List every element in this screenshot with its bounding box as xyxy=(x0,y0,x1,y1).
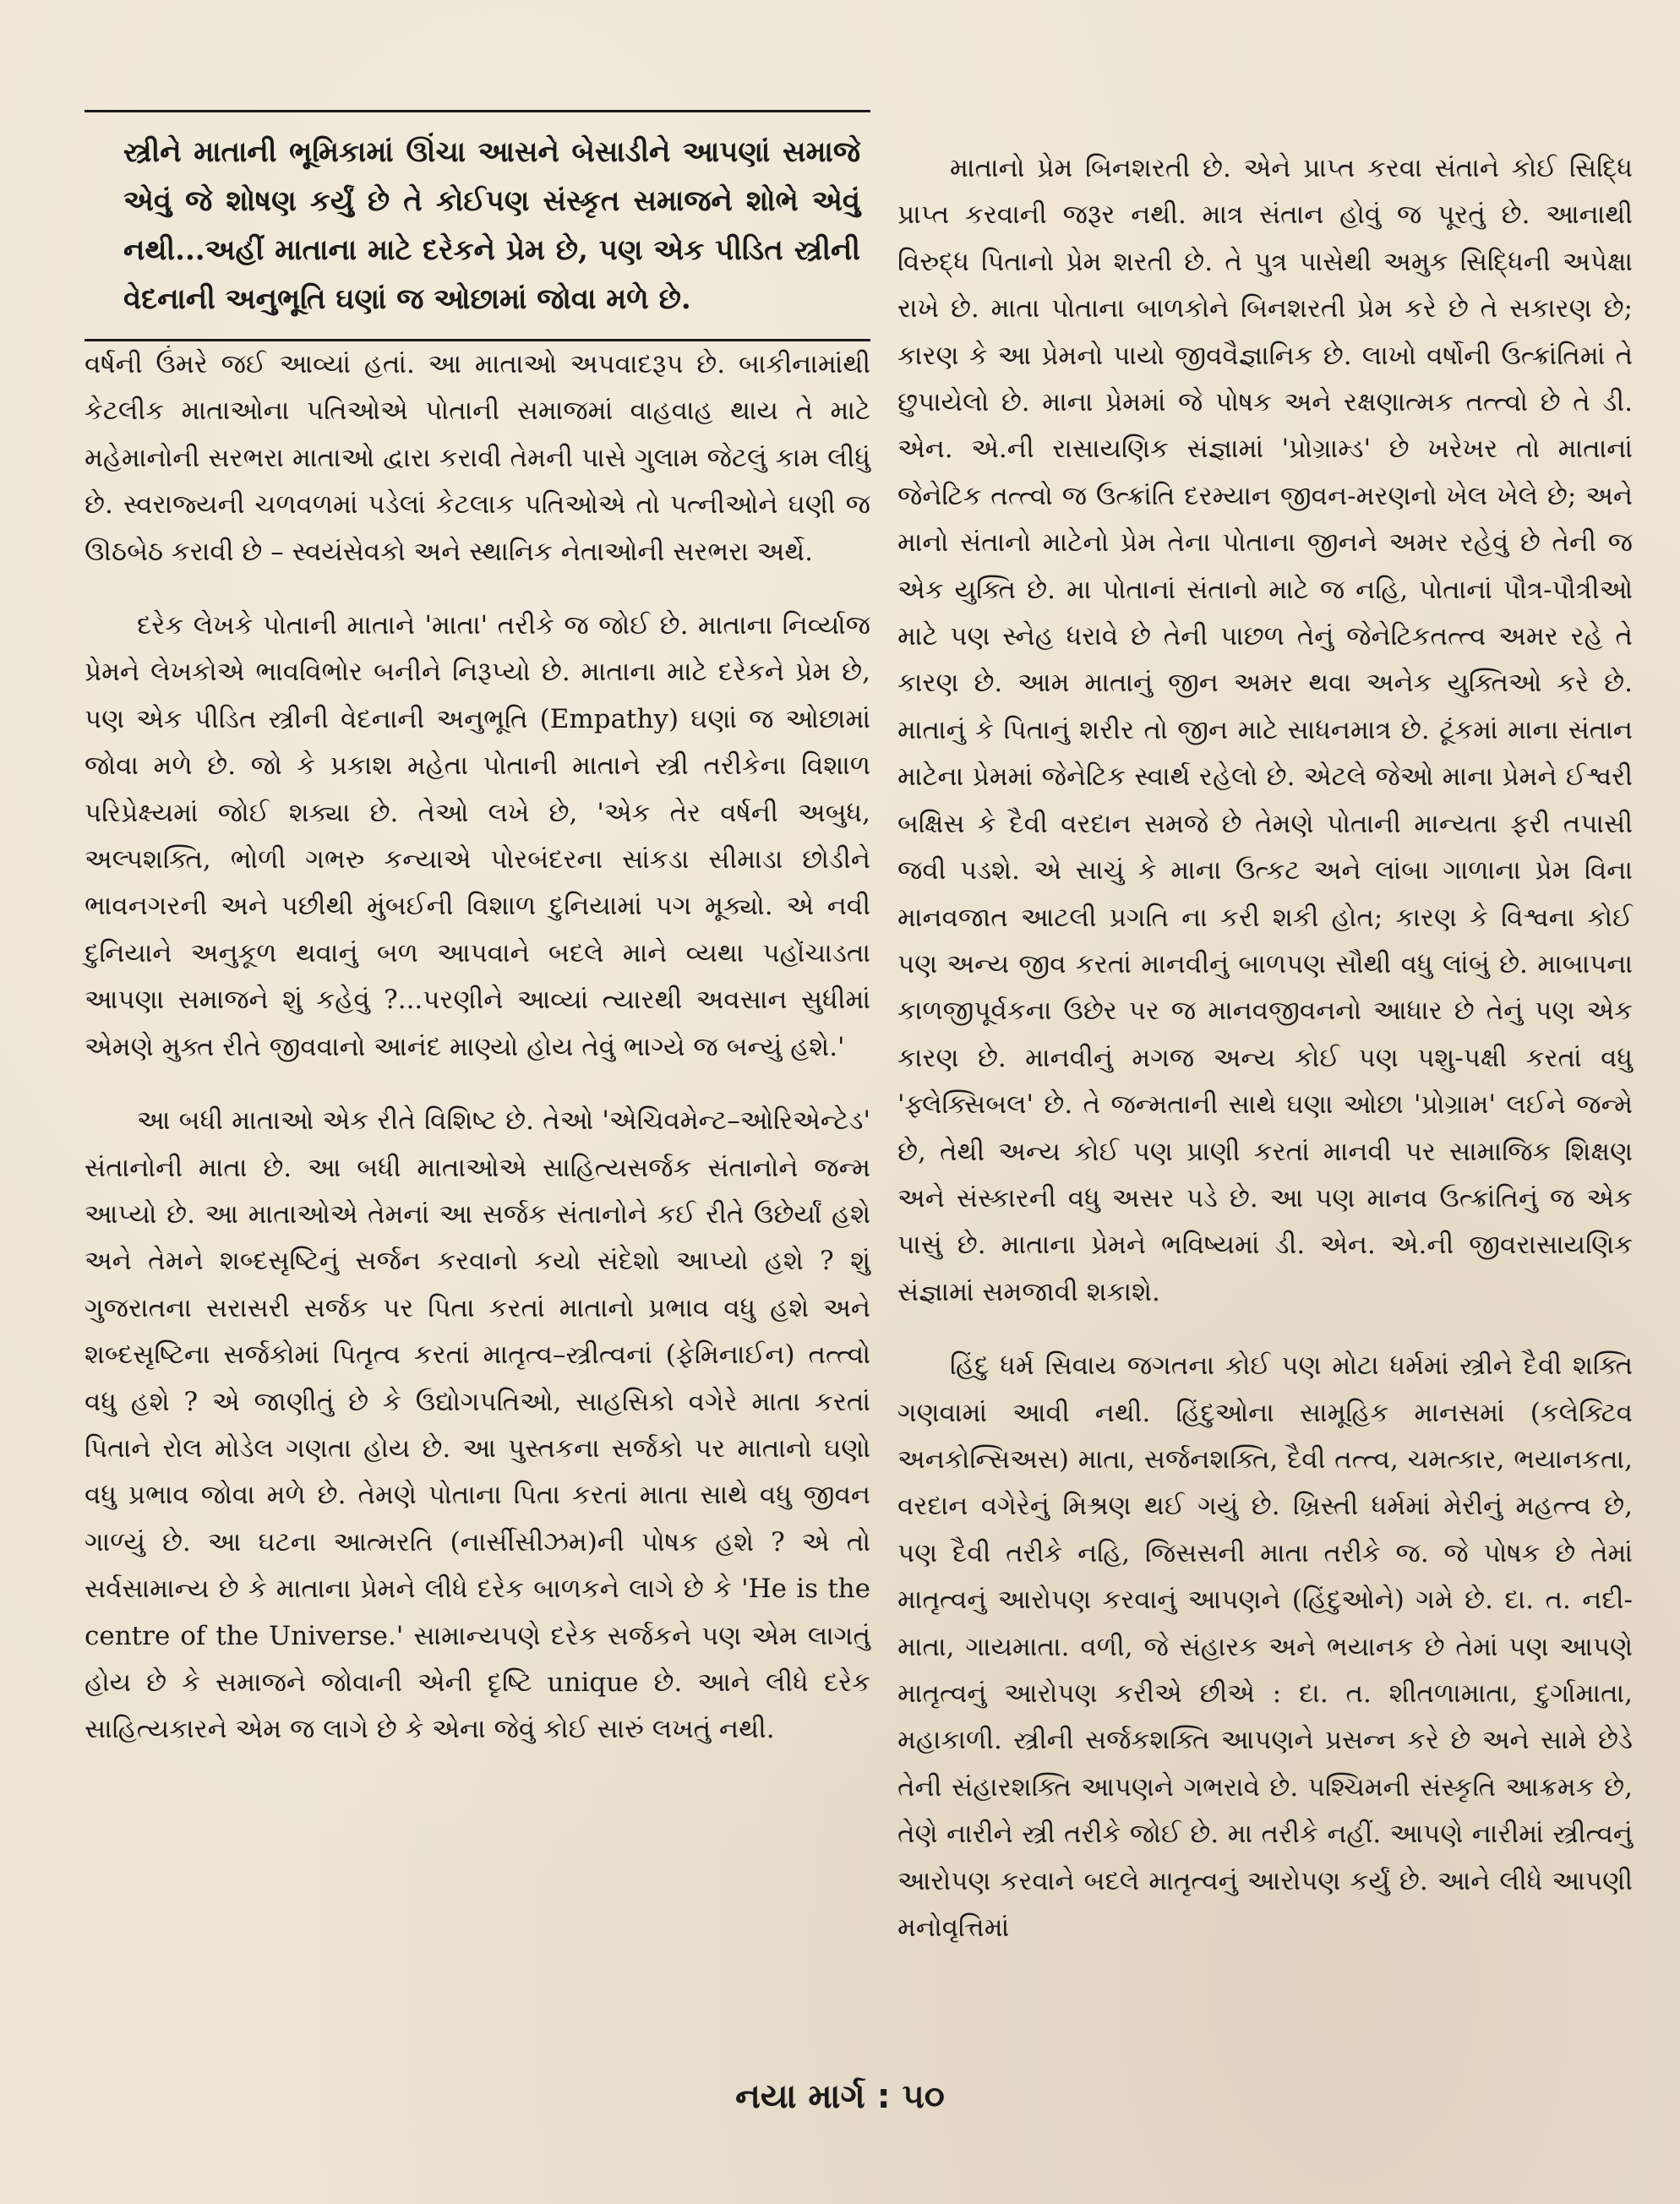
paragraph-gap xyxy=(897,1316,1633,1343)
left-column xyxy=(85,110,870,1754)
paragraph-gap xyxy=(85,1071,870,1098)
pull-quote: સ્ત્રીને માતાની ભૂમિકામાં ઊંચા આસને બેસાડીને આપણાં સમાજે એવું જે શોષણ કર્યું છે તે કોઈપણ સંસ્કૃત સમાજને શોભે એવું નથી...અહીં માતાના માટે દરેકને પ્રેમ છે, પણ એક પીડિત સ્ત્રીની વેદનાની અનુભૂતિ ઘણાં જ ઓછામાં જોવા મળે છે. xyxy=(123,135,860,316)
right-paragraph-2: હિંદુ ધર્મ સિવાય જગતના કોઈ પણ મોટા ધર્મમાં સ્ત્રીને દૈવી શક્તિ ગણવામાં આવી નથી. હિંદુઓના સામૂહિક માનસમાં (કલેક્ટિવ અનકોન્સિઅસ) માતા, સર્જનશક્તિ, દૈવી તત્ત્વ, ચમત્કાર, ભયાનકતા, વરદાન વગેરેનું મિશ્રણ થઈ ગયું છે. ખ્રિસ્તી ધર્મમાં મેરીનું મહત્ત્વ છે, પણ દૈવી તરીકે નહિ, જિસસની માતા તરીકે જ. જે પોષક છે તેમાં માતૃત્વનું આરોપણ કરવાનું આપણને (હિંદુઓને) ગમે છે. દા. ત. નદી-માતા, ગાયમાતા. વળી, જે સંહારક અને ભયાનક છે તેમાં પણ આપણે માતૃત્વનું આરોપણ કરીએ છીએ : દા. ત. શીતળામાતા, દુર્ગામાતા, મહાકાળી. સ્ત્રીની સર્જકશક્તિ આપણને પ્રસન્ન કરે છે અને સામે છેડે તેની સંહારશક્તિ આપણને ગભરાવે છે. પશ્ચિમની સંસ્કૃતિ આક્રમક છે, તેણે નારીને સ્ત્રી તરીકે જોઈ છે. મા તરીકે નહીં. આપણે નારીમાં સ્ત્રીત્વનું આરોપણ કરવાને બદલે માતૃત્વનું આરોપણ કર્યું છે. આને લીધે આપણી મનોવૃત્તિમાં xyxy=(897,1350,1633,1944)
left-paragraph-3: આ બધી માતાઓ એક રીતે વિશિષ્ટ છે. તેઓ 'એચિવમેન્ટ–ઓરિએન્ટેડ' સંતાનોની માતા છે. આ બધી માતાઓએ સાહિત્યસર્જક સંતાનોને જન્મ આપ્યો છે. આ માતાઓએ તેમનાં આ સર્જક સંતાનોને કઈ રીતે ઉછેર્યાં હશે અને તેમને શબ્દસૃષ્ટિનું સર્જન કરવાનો કયો સંદેશો આપ્યો હશે ? શું ગુજરાતના સરાસરી સર્જક પર પિતા કરતાં માતાનો પ્રભાવ વધુ હશે અને શબ્દસૃષ્ટિના સર્જકોમાં પિતૃત્વ કરતાં માતૃત્વ–સ્ત્રીત્વનાં (ફેમિનાઈન) તત્ત્વો વધુ હશે ? એ જાણીતું છે કે ઉદ્યોગપતિઓ, સાહસિકો વગેરે માતા કરતાં પિતાને રોલ મોડેલ ગણતા હોય છે. આ પુસ્તકના સર્જકો પર માતાનો ઘણો વધુ પ્રભાવ જોવા મળે છે. તેમણે પોતાના પિતા કરતાં માતા સાથે વધુ જીવન ગાળ્યું છે. આ ઘટના આત્મરતિ (નાર્સીસીઝમ)ની પોષક હશે ? એ તો સર્વસામાન્ય છે કે માતાના પ્રેમને લીધે દરેક બાળકને લાગે છે કે 'He is the centre of the Universe.' સામાન્યપણે દરેક સર્જકને પણ એમ લાગતું હોય છે કે સમાજને જોવાની એની દૃષ્ટિ unique છે. આને લીધે દરેક સાહિત્યકારને એમ જ લાગે છે કે એના જેવું કોઈ સારું લખતું નથી. xyxy=(85,1105,870,1745)
page-footer: નયા માર્ગ : ૫૦ xyxy=(735,2077,945,2116)
left-paragraph-1: વર્ષની ઉંમરે જઈ આવ્યાં હતાં. આ માતાઓ અપવાદરૂપ છે. બાકીનામાંથી કેટલીક માતાઓના પતિઓએ પોતાની સમાજમાં વાહવાહ થાય તે માટે મહેમાનોની સરભરા માતાઓ દ્વારા કરાવી તેમની પાસે ગુલામ જેટલું કામ લીધું છે. સ્વરાજ્યની ચળવળમાં પડેલાં કેટલાક પતિઓએ તો પત્નીઓને ઘણી જ ઊઠબેઠ કરાવી છે – સ્વયંસેવકો અને સ્થાનિક નેતાઓની સરભરા અર્થે. xyxy=(85,349,870,567)
left-paragraph-2: દરેક લેખકે પોતાની માતાને 'માતા' તરીકે જ જોઈ છે. માતાના નિર્વ્યાજ પ્રેમને લેખકોએ ભાવવિભોર બનીને નિરૂપ્યો છે. માતાના માટે દરેકને પ્રેમ છે, પણ એક પીડિત સ્ત્રીની વેદનાની અનુભૂતિ (Empathy) ઘણાં જ ઓછામાં જોવા મળે છે. જો કે પ્રકાશ મહેતા પોતાની માતાને સ્ત્રી તરીકેના વિશાળ પરિપ્રેક્ષ્યમાં જોઈ શક્યા છે. તેઓ લખે છે, 'એક તેર વર્ષની અબુધ, અલ્પશક્તિ, ભોળી ગભરુ કન્યાએ પોરબંદરના સાંકડા સીમાડા છોડીને ભાવનગરની અને પછીથી મુંબઈની વિશાળ દુનિયામાં પગ મૂક્યો. એ નવી દુનિયાને અનુકૂળ થવાનું બળ આપવાને બદલે માને વ્યથા પહોંચાડતા આપણા સમાજને શું કહેવું ?...પરણીને આવ્યાં ત્યારથી અવસાન સુધીમાં એમણે મુક્ત રીતે જીવવાનો આનંદ માણ્યો હોય તેવું ભાગ્યે જ બન્યું હશે.' xyxy=(85,610,870,1062)
right-column xyxy=(897,145,1633,1951)
paragraph-gap xyxy=(85,576,870,603)
right-paragraph-1: માતાનો પ્રેમ બિનશરતી છે. એને પ્રાપ્ત કરવા સંતાને કોઈ સિદ્ધિ પ્રાપ્ત કરવાની જરૂર નથી. માત્ર સંતાન હોવું જ પૂરતું છે. આનાથી વિરુદ્ધ પિતાનો પ્રેમ શરતી છે. તે પુત્ર પાસેથી અમુક સિદ્ધિની અપેક્ષા રાખે છે. માતા પોતાના બાળકોને બિનશરતી પ્રેમ કરે છે તે સકારણ છે; કારણ કે આ પ્રેમનો પાયો જીવવૈજ્ઞાનિક છે. લાખો વર્ષોની ઉત્ક્રાંતિમાં તે છુપાયેલો છે. માના પ્રેમમાં જે પોષક અને રક્ષણાત્મક તત્ત્વો છે તે ડી. એન. એ.ની રાસાયણિક સંજ્ઞામાં 'પ્રોગ્રામ્ડ' છે ખરેખર તો માતાનાં જેનેટિક તત્ત્વો જ ઉત્ક્રાંતિ દરમ્યાન જીવન-મરણનો ખેલ ખેલે છે; અને માનો સંતાનો માટેનો પ્રેમ તેના પોતાના જીનને અમર રહેવું છે તેની જ એક યુક્તિ છે. મા પોતાનાં સંતાનો માટે જ નહિ, પોતાનાં પૌત્ર-પૌત્રીઓ માટે પણ સ્નેહ ધરાવે છે તેની પાછળ તેનું જેનેટિકતત્ત્વ અમર રહે તે કારણ છે. આમ માતાનું જીન અમર થવા અનેક યુક્તિઓ કરે છે. માતાનું કે પિતાનું શરીર તો જીન માટે સાધનમાત્ર છે. ટૂંકમાં માના સંતાન માટેના પ્રેમમાં જેનેટિક સ્વાર્થ રહેલો છે. એટલે જેઓ માના પ્રેમને ઈશ્વરી બક્ષિસ કે દૈવી વરદાન સમજે છે તેમણે પોતાની માન્યતા ફરી તપાસી જવી પડશે. એ સાચું કે માના ઉત્કટ અને લાંબા ગાળાના પ્રેમ વિના માનવજાત આટલી પ્રગતિ ના કરી શકી હોત; કારણ કે વિશ્વના કોઈ પણ અન્ય જીવ કરતાં માનવીનું બાળપણ સૌથી વધુ લાંબું છે. માબાપના કાળજીપૂર્વકના ઉછેર પર જ માનવજીવનનો આધાર છે તેનું પણ એક કારણ છે. માનવીનું મગજ અન્ય કોઈ પણ પશુ-પક્ષી કરતાં વધુ 'ફ્લેક્સિબલ' છે. તે જન્મતાની સાથે ઘણા ઓછા 'પ્રોગ્રામ' લઈને જન્મે છે, તેથી અન્ય કોઈ પણ પ્રાણી કરતાં માનવી પર સામાજિક શિક્ષણ અને સંસ્કારની વધુ અસર પડે છે. આ પણ માનવ ઉત્ક્રાંતિનું જ એક પાસું છે. માતાના પ્રેમને ભવિષ્યમાં ડી. એન. એ.ની જીવરાસાયણિક સંજ્ઞામાં સમજાવી શકાશે. xyxy=(897,153,1633,1307)
